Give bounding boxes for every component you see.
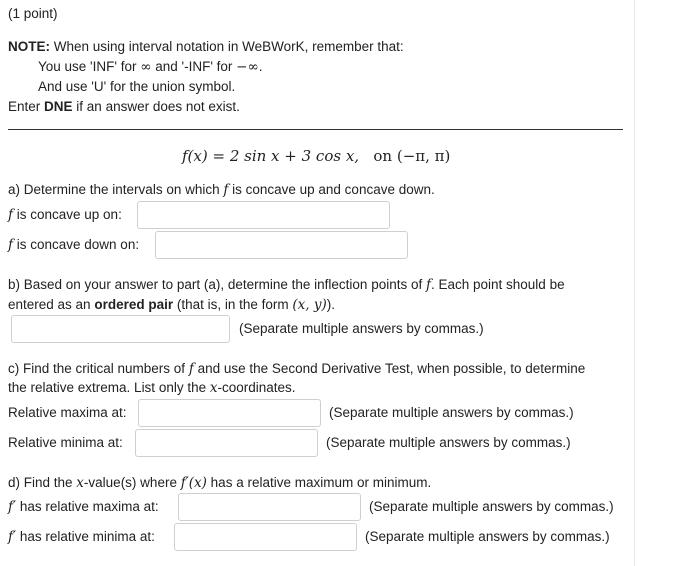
note-inf-text: You use 'INF' for [38,59,141,74]
dne-suffix: if an answer does not exist. [72,99,240,114]
note-neg-inf-text: and '-INF' for [151,59,237,74]
part-a-prompt-end: is concave up and concave down. [228,182,435,197]
part-c-prompt-1 [8,360,585,378]
note-line-3: And use 'U' for the union symbol. [38,79,236,94]
fprime-minima-hint: (Separate multiple answers by commas.) [365,529,610,544]
inflection-hint: (Separate multiple answers by commas.) [239,321,484,336]
concave-down-text: is concave down on: [13,237,140,252]
note-text: When using interval notation in WeBWorK, remember that: [50,39,404,54]
formula-lhs: f(x) = 2 sin x + 3 cos x, [182,147,360,165]
part-d-prompt [8,474,431,492]
part-b-form: (that is, in the form [173,297,293,312]
fprime-maxima-hint: (Separate multiple answers by commas.) [369,499,614,514]
fprime-minima-input[interactable] [174,523,357,551]
part-c-prompt-start: c) Find the critical numbers of [8,361,189,376]
relative-minima-label: Relative minima at: [8,435,123,450]
part-c-prompt-end: and use the Second Derivative Test, when possible, to determine [193,361,586,376]
points-label: (1 point) [8,6,58,21]
relative-minima-input[interactable] [135,429,318,457]
formula-interval: (−π, π) [396,147,451,165]
part-b-close: ). [326,297,336,312]
divider [8,129,623,130]
part-a-prompt-start: a) Determine the intervals on which [8,182,224,197]
part-a-prompt [8,181,435,199]
part-c-f: f [188,361,194,377]
concave-up-label [8,206,122,224]
relative-maxima-label: Relative maxima at: [8,405,127,420]
part-c-x: x [209,380,218,396]
part-b-f: f [425,277,431,293]
part-c-prompt-2 [8,379,296,397]
concave-up-f: f [8,207,13,223]
concave-up-input[interactable] [137,201,390,229]
fprime-min-text: has relative minima at: [16,529,155,544]
note-line-4 [8,98,240,116]
relative-maxima-input[interactable] [138,399,321,427]
note-label: NOTE: [8,39,50,54]
ordered-pair-keyword: ordered pair [94,297,174,312]
ordered-pair-math: (x, y) [292,297,327,313]
note-period: . [258,59,263,74]
part-b-prompt-end: . Each point should be [430,277,565,292]
part-b-prompt-2 [8,296,335,314]
inflection-points-input[interactable] [11,315,230,343]
fprime-max-text: has relative maxima at: [16,499,159,514]
note-line-1 [8,38,404,56]
part-c-coords: -coordinates. [217,380,296,395]
part-b-prompt-start: b) Based on your answer to part (a), determine the inflection points of [8,277,426,292]
infinity-symbol: ∞ [140,59,152,75]
fprime-min-symbol: f′ [8,529,17,545]
concave-down-label [8,236,139,254]
part-d-prompt-end: has a relative maximum or minimum. [206,475,432,490]
dne-prefix: Enter [8,99,45,114]
fprime-max-symbol: f′ [8,499,17,515]
concave-down-input[interactable] [155,231,408,259]
fprime-minima-label [8,528,155,546]
concave-up-text: is concave up on: [13,207,122,222]
neg-infinity-symbol: −∞ [236,59,259,75]
part-c-list: the relative extrema. List only the [8,380,210,395]
relative-minima-hint: (Separate multiple answers by commas.) [326,435,571,450]
function-formula [182,145,450,167]
dne-keyword: DNE [44,99,73,114]
part-d-x: x [76,475,84,491]
note-line-2 [38,58,262,76]
relative-maxima-hint: (Separate multiple answers by commas.) [329,405,574,420]
part-a-f: f [223,182,229,198]
part-b-prompt-1 [8,276,565,294]
fprime-maxima-input[interactable] [178,493,361,521]
concave-down-f: f [8,237,13,253]
part-b-entered: entered as an [8,297,95,312]
part-d-where: -value(s) where [83,475,181,490]
part-d-prompt-start: d) Find the [8,475,77,490]
formula-on: on [373,147,393,165]
fprime-maxima-label [8,498,159,516]
part-d-fprime: f′(x) [180,475,207,491]
